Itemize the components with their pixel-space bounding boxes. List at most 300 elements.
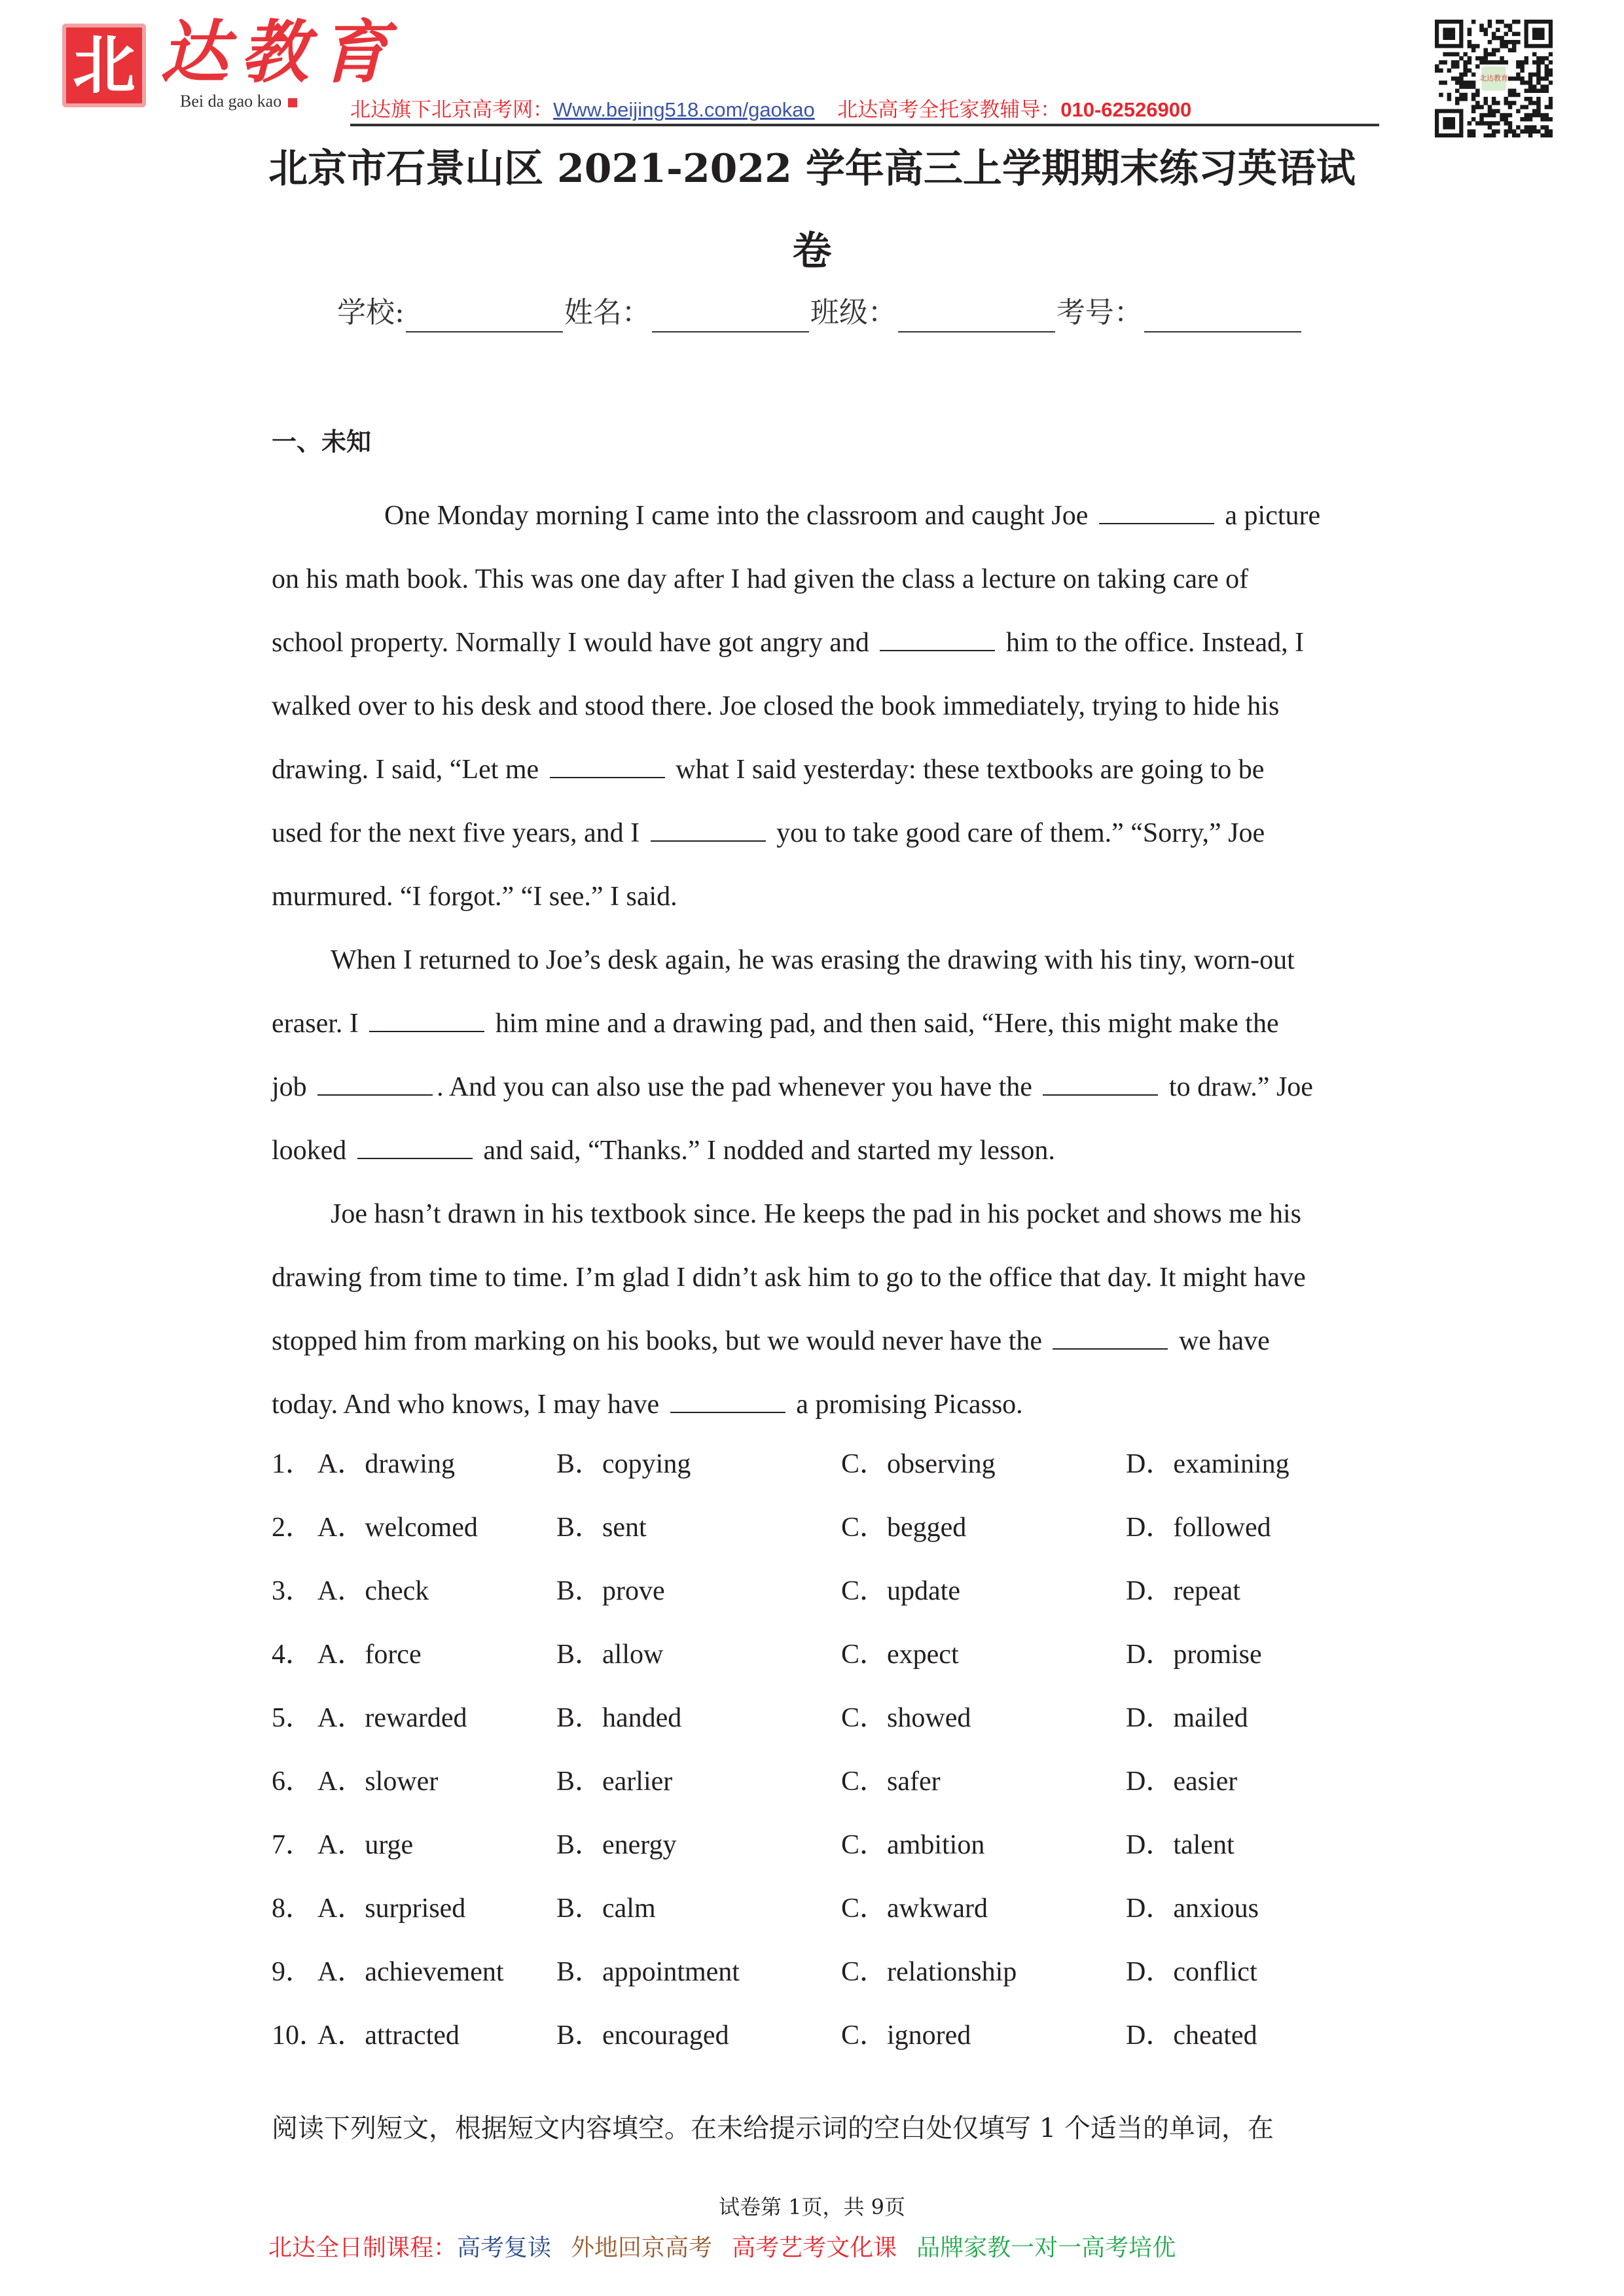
- qr-module: [1545, 125, 1549, 130]
- qr-module: [1545, 134, 1549, 137]
- qr-module: [1545, 113, 1549, 118]
- school-field[interactable]: [406, 305, 563, 332]
- passage-text: what I said yesterday: these textbooks are going to be: [668, 755, 1265, 785]
- qr-module: [1516, 40, 1521, 45]
- qr-module: [1512, 93, 1517, 98]
- qr-module: [1463, 97, 1468, 101]
- qr-module: [1508, 77, 1513, 81]
- qr-module: [1540, 60, 1545, 65]
- qr-module: [1471, 93, 1476, 98]
- footer-courses: [268, 2232, 1176, 2263]
- qr-module: [1516, 125, 1521, 130]
- option-c[interactable]: C．ambition: [841, 1830, 985, 1860]
- qr-module: [1545, 130, 1549, 134]
- option-c[interactable]: C．safer: [841, 1767, 941, 1797]
- qr-module: [1492, 121, 1496, 126]
- name-label: 姓名：: [564, 296, 651, 329]
- qr-module: [1492, 32, 1496, 37]
- qr-module: [1532, 130, 1537, 134]
- qr-module: [1545, 89, 1549, 94]
- passage-line: [272, 941, 1417, 980]
- qr-finder-center: [1532, 27, 1545, 40]
- qr-module: [1525, 130, 1529, 134]
- option-a[interactable]: A．urge: [317, 1830, 414, 1860]
- option-b[interactable]: B．prove: [556, 1576, 665, 1606]
- qr-module: [1500, 40, 1504, 45]
- qr-module: [1512, 20, 1517, 24]
- qr-module: [1528, 130, 1533, 134]
- qr-module: [1532, 60, 1537, 65]
- qr-module: [1545, 68, 1549, 73]
- qr-module: [1488, 134, 1492, 137]
- answer-blank[interactable]: [317, 1071, 433, 1096]
- passage-line: [272, 1067, 1358, 1107]
- option-a[interactable]: A．check: [317, 1576, 429, 1606]
- qr-module: [1459, 77, 1464, 81]
- qr-module: [1483, 52, 1488, 57]
- qr-module: [1508, 121, 1513, 126]
- qr-module: [1447, 68, 1452, 73]
- qr-module: [1455, 89, 1460, 94]
- option-d[interactable]: D．mailed: [1126, 1703, 1248, 1733]
- option-d[interactable]: D．repeat: [1126, 1576, 1240, 1606]
- qr-module: [1483, 134, 1488, 137]
- qr-module: [1496, 109, 1500, 114]
- qr-module: [1475, 89, 1480, 94]
- qr-module: [1468, 130, 1472, 134]
- passage-text: we have: [1172, 1326, 1270, 1356]
- qr-module: [1483, 113, 1488, 118]
- answer-blank[interactable]: [880, 626, 995, 651]
- page-title: 北京市石景山区 2021-2022 学年高三上学期期末练习英语试: [268, 146, 1356, 192]
- qr-module: [1536, 77, 1541, 81]
- qr-module: [1447, 52, 1452, 57]
- qr-module: [1536, 109, 1541, 114]
- passage-line: [272, 560, 1358, 599]
- option-c[interactable]: C．awkward: [841, 1893, 988, 1924]
- qr-module: [1492, 48, 1496, 52]
- answer-blank[interactable]: [670, 1388, 785, 1413]
- option-d[interactable]: D．anxious: [1126, 1893, 1259, 1924]
- passage-text: you to take good care of them.” “Sorry,” Joe: [769, 818, 1265, 848]
- question-number: 5．: [272, 1703, 314, 1733]
- qr-module: [1504, 130, 1509, 134]
- option-a[interactable]: A．achievement: [317, 1957, 504, 1987]
- question-row: [272, 1952, 1384, 1992]
- qr-module: [1536, 81, 1541, 85]
- qr-module: [1532, 113, 1537, 118]
- qr-module: [1471, 48, 1476, 52]
- option-c[interactable]: C．observing: [841, 1449, 996, 1479]
- qr-module: [1471, 20, 1476, 24]
- qr-module: [1439, 60, 1443, 65]
- option-d[interactable]: D．easier: [1126, 1767, 1238, 1797]
- answer-blank[interactable]: [1053, 1325, 1168, 1350]
- qr-module: [1455, 77, 1460, 81]
- qr-module: [1508, 113, 1513, 118]
- answer-blank[interactable]: [357, 1134, 473, 1159]
- logo-subtitle-text: Bei da gao kao: [180, 92, 282, 111]
- qr-module: [1479, 113, 1484, 118]
- option-b[interactable]: B．encouraged: [556, 2020, 729, 2051]
- qr-module: [1549, 81, 1553, 85]
- qr-module: [1471, 97, 1476, 101]
- qr-module: [1463, 60, 1468, 65]
- qr-module: [1525, 113, 1529, 118]
- qr-module: [1520, 68, 1525, 73]
- question-row: [272, 1698, 1384, 1738]
- qr-module: [1504, 32, 1509, 37]
- qr-module: [1528, 81, 1533, 85]
- passage-text: job: [272, 1072, 314, 1102]
- qr-module: [1455, 60, 1460, 65]
- qr-module: [1483, 32, 1488, 37]
- qr-module: [1471, 44, 1476, 48]
- qr-module: [1508, 24, 1513, 28]
- qr-module: [1496, 27, 1500, 32]
- qr-module: [1516, 109, 1521, 114]
- name-field[interactable]: [652, 305, 809, 332]
- qr-module: [1468, 40, 1472, 45]
- qr-module: [1492, 134, 1496, 137]
- qr-module: [1483, 48, 1488, 52]
- qr-module: [1483, 121, 1488, 126]
- logo-seal-icon: [62, 24, 146, 107]
- qr-module: [1504, 134, 1509, 137]
- exam-number-label: 考号：: [1056, 296, 1143, 329]
- question-number: 8．: [272, 1893, 314, 1924]
- header-divider: [350, 124, 1379, 126]
- footer-course-return[interactable]: 外地回京高考: [571, 2234, 713, 2261]
- qr-module: [1525, 105, 1529, 109]
- qr-module: [1443, 60, 1447, 65]
- question-row: [272, 1444, 1384, 1484]
- qr-module: [1540, 77, 1545, 81]
- qr-module: [1549, 68, 1553, 73]
- logo-name: 达教育: [160, 12, 401, 92]
- qr-module: [1508, 130, 1513, 134]
- option-c[interactable]: C．expect: [841, 1640, 959, 1670]
- qr-module: [1512, 89, 1517, 94]
- qr-module: [1479, 56, 1484, 61]
- qr-module: [1479, 24, 1484, 28]
- passage-text: walked over to his desk and stood there. Joe closed the book immediately, trying to hide his: [272, 691, 1280, 721]
- passage-text: Joe hasn’t drawn in his textbook since. He keeps the pad in his pocket and shows me his: [331, 1199, 1301, 1229]
- qr-module: [1483, 56, 1488, 61]
- qr-code-graphic: [1435, 20, 1553, 137]
- qr-module: [1471, 84, 1476, 89]
- question-row: [272, 2016, 1384, 2055]
- qr-module: [1540, 56, 1545, 61]
- qr-module: [1512, 40, 1517, 45]
- question-number: 6．: [272, 1767, 314, 1797]
- qr-module: [1463, 73, 1468, 77]
- qr-module: [1520, 60, 1525, 65]
- tutoring-phone: 010-62526900: [1060, 98, 1192, 121]
- qr-module: [1496, 60, 1500, 65]
- qr-module: [1532, 125, 1537, 130]
- option-c[interactable]: C．ignored: [841, 2020, 971, 2051]
- option-a[interactable]: A．attracted: [317, 2020, 460, 2051]
- option-d[interactable]: D．followed: [1126, 1513, 1271, 1543]
- answer-blank[interactable]: [1043, 1071, 1158, 1096]
- passage-text: murmured. “I forgot.” “I see.” I said.: [272, 882, 677, 912]
- qr-module: [1443, 52, 1447, 57]
- qr-module: [1516, 20, 1521, 24]
- passage-line: [272, 623, 1358, 662]
- qr-module: [1451, 60, 1456, 65]
- qr-module: [1459, 73, 1464, 77]
- answer-blank[interactable]: [369, 1007, 484, 1032]
- option-b[interactable]: B．appointment: [556, 1957, 740, 1987]
- qr-module: [1520, 130, 1525, 134]
- passage-line: [272, 1194, 1417, 1234]
- option-b[interactable]: B．copying: [556, 1449, 691, 1479]
- passage-text: drawing from time to time. I’m glad I didn’t ask him to go to the office that day. It might have: [272, 1263, 1306, 1293]
- qr-module: [1508, 105, 1513, 109]
- option-a[interactable]: A．rewarded: [317, 1703, 467, 1733]
- qr-module: [1508, 93, 1513, 98]
- page-title-continued: 卷: [792, 228, 832, 274]
- qr-module: [1545, 73, 1549, 77]
- qr-module: [1488, 24, 1492, 28]
- header-contact-line: [350, 98, 1398, 122]
- option-a[interactable]: A．slower: [317, 1767, 439, 1797]
- qr-module: [1512, 44, 1517, 48]
- option-a[interactable]: A．surprised: [317, 1893, 466, 1924]
- answer-blank[interactable]: [550, 753, 665, 778]
- qr-module: [1496, 36, 1500, 41]
- question-number: 7．: [272, 1830, 314, 1860]
- logo-square-icon: [288, 98, 297, 107]
- qr-module: [1528, 73, 1533, 77]
- qr-module: [1528, 89, 1533, 94]
- qr-module: [1475, 93, 1480, 98]
- passage-text: today. And who knows, I may have: [272, 1390, 666, 1420]
- qr-module: [1512, 77, 1517, 81]
- qr-module: [1545, 105, 1549, 109]
- qr-module: [1536, 97, 1541, 101]
- qr-module: [1463, 52, 1468, 57]
- footer-course-tutoring[interactable]: 品牌家教一对一高考培优: [916, 2234, 1176, 2261]
- qr-module: [1545, 56, 1549, 61]
- qr-module: [1516, 32, 1521, 37]
- qr-module: [1512, 48, 1517, 52]
- option-d[interactable]: D．conflict: [1126, 1957, 1257, 1987]
- qr-module: [1549, 134, 1553, 137]
- option-b[interactable]: B．allow: [556, 1640, 664, 1670]
- qr-module: [1500, 56, 1504, 61]
- qr-module: [1508, 27, 1513, 32]
- option-d[interactable]: D．promise: [1126, 1640, 1262, 1670]
- footer-course-retake[interactable]: 高考复读: [457, 2234, 552, 2261]
- qr-module: [1540, 117, 1545, 122]
- question-row: [272, 1825, 1384, 1865]
- qr-module: [1468, 56, 1472, 61]
- qr-module: [1528, 117, 1533, 122]
- qr-module: [1443, 81, 1447, 85]
- qr-module: [1468, 134, 1472, 137]
- qr-module: [1439, 68, 1443, 73]
- qr-module: [1536, 56, 1541, 61]
- qr-module: [1545, 77, 1549, 81]
- option-b[interactable]: B．earlier: [556, 1767, 673, 1797]
- qr-module: [1525, 89, 1529, 94]
- qr-module: [1471, 130, 1476, 134]
- qr-module: [1468, 44, 1472, 48]
- qr-module: [1528, 101, 1533, 105]
- qr-module: [1447, 93, 1452, 98]
- option-a[interactable]: A．welcomed: [317, 1513, 478, 1543]
- qr-module: [1549, 73, 1553, 77]
- qr-module: [1488, 109, 1492, 114]
- answer-blank[interactable]: [1099, 499, 1214, 524]
- passage-text: a picture: [1218, 501, 1321, 531]
- qr-module: [1435, 68, 1439, 73]
- passage-text: When I returned to Joe’s desk again, he was erasing the drawing with his tiny, worn-out: [331, 945, 1295, 975]
- question-row: [272, 1889, 1384, 1928]
- qr-module: [1536, 64, 1541, 69]
- qr-module: [1545, 64, 1549, 69]
- class-label: 班级：: [810, 296, 897, 329]
- qr-module: [1525, 97, 1529, 101]
- footer-course-art[interactable]: 高考艺考文化课: [732, 2234, 897, 2261]
- option-c[interactable]: C．showed: [841, 1703, 971, 1733]
- qr-module: [1528, 125, 1533, 130]
- passage-line: [272, 877, 1358, 916]
- site-url-link[interactable]: Www.beijing518.com/gaokao: [553, 98, 815, 121]
- qr-module: [1504, 60, 1509, 65]
- qr-module: [1479, 121, 1484, 126]
- qr-module: [1455, 97, 1460, 101]
- option-a[interactable]: A．drawing: [317, 1449, 455, 1479]
- qr-module: [1520, 117, 1525, 122]
- qr-module: [1508, 40, 1513, 45]
- qr-module: [1504, 121, 1509, 126]
- qr-module: [1492, 52, 1496, 57]
- class-field[interactable]: [898, 305, 1055, 332]
- qr-module: [1488, 40, 1492, 45]
- option-d[interactable]: D．examining: [1126, 1449, 1290, 1479]
- qr-module: [1471, 134, 1476, 137]
- passage-text: looked: [272, 1136, 353, 1166]
- qr-module: [1496, 121, 1500, 126]
- qr-module: [1516, 134, 1521, 137]
- option-b[interactable]: B．handed: [556, 1703, 682, 1733]
- qr-module: [1516, 77, 1521, 81]
- qr-module: [1520, 77, 1525, 81]
- qr-module: [1451, 64, 1456, 69]
- qr-module: [1536, 68, 1541, 73]
- qr-module: [1455, 81, 1460, 85]
- passage-line: [272, 1004, 1358, 1043]
- passage-text: stopped him from marking on his books, but we would never have the: [272, 1326, 1049, 1356]
- passage-text: to draw.” Joe: [1162, 1072, 1313, 1102]
- passage-text: drawing. I said, “Let me: [272, 755, 546, 785]
- qr-module: [1471, 81, 1476, 85]
- exam-number-field[interactable]: [1144, 305, 1301, 332]
- qr-module: [1549, 101, 1553, 105]
- qr-module: [1471, 109, 1476, 114]
- qr-module: [1549, 117, 1553, 122]
- qr-module: [1483, 60, 1488, 65]
- qr-module: [1504, 113, 1509, 118]
- qr-module: [1475, 121, 1480, 126]
- qr-module: [1475, 44, 1480, 48]
- option-c[interactable]: C．begged: [841, 1513, 967, 1543]
- page-number: 试卷第 1页，共 9页: [718, 2195, 906, 2219]
- qr-code-icon: [1435, 20, 1553, 137]
- section-heading: 一、未知: [272, 427, 372, 456]
- qr-module: [1479, 60, 1484, 65]
- qr-module: [1451, 52, 1456, 57]
- question-row: [272, 1762, 1384, 1801]
- passage-text: school property. Normally I would have got angry and: [272, 628, 876, 658]
- qr-module: [1525, 117, 1529, 122]
- qr-module: [1508, 101, 1513, 105]
- qr-module: [1504, 44, 1509, 48]
- qr-module: [1516, 73, 1521, 77]
- qr-module: [1492, 60, 1496, 65]
- option-b[interactable]: B．energy: [556, 1830, 677, 1860]
- qr-module: [1468, 32, 1472, 37]
- qr-module: [1455, 64, 1460, 69]
- qr-module: [1488, 113, 1492, 118]
- qr-module: [1504, 24, 1509, 28]
- qr-module: [1468, 68, 1472, 73]
- qr-module: [1463, 81, 1468, 85]
- option-b[interactable]: B．sent: [556, 1513, 647, 1543]
- passage-line: [272, 750, 1358, 789]
- qr-module: [1525, 125, 1529, 130]
- option-d[interactable]: D．cheated: [1126, 2020, 1257, 2051]
- qr-module: [1500, 36, 1504, 41]
- qr-module: [1479, 105, 1484, 109]
- qr-module: [1488, 20, 1492, 24]
- qr-module: [1512, 130, 1517, 134]
- qr-module: [1463, 93, 1468, 98]
- qr-finder-center: [1443, 117, 1455, 130]
- next-section-instruction: 阅读下列短文，根据短文内容填空。在未给提示词的空白处仅填写 1 个适当的单词，在: [272, 2113, 1274, 2144]
- logo-subtitle: [180, 92, 297, 111]
- option-c[interactable]: C．relationship: [841, 1957, 1017, 1987]
- qr-module: [1516, 64, 1521, 69]
- qr-module: [1471, 105, 1476, 109]
- option-c[interactable]: C．update: [841, 1576, 960, 1606]
- qr-module: [1504, 101, 1509, 105]
- option-d[interactable]: D．talent: [1126, 1830, 1235, 1860]
- qr-module: [1492, 101, 1496, 105]
- qr-module: [1520, 81, 1525, 85]
- option-a[interactable]: A．force: [317, 1640, 422, 1670]
- qr-module: [1500, 113, 1504, 118]
- qr-module: [1488, 121, 1492, 126]
- footer-label: 北达全日制课程：: [268, 2234, 458, 2261]
- answer-blank[interactable]: [651, 817, 766, 842]
- qr-module: [1435, 64, 1439, 69]
- logo-seal-char: 北: [73, 28, 135, 102]
- qr-module: [1492, 36, 1496, 41]
- qr-module: [1536, 113, 1541, 118]
- option-b[interactable]: B．calm: [556, 1893, 656, 1924]
- qr-module: [1500, 20, 1504, 24]
- qr-module: [1455, 101, 1460, 105]
- question-row: [272, 1571, 1384, 1611]
- qr-module: [1483, 97, 1488, 101]
- qr-module: [1459, 84, 1464, 89]
- qr-module: [1468, 27, 1472, 32]
- qr-module: [1512, 32, 1517, 37]
